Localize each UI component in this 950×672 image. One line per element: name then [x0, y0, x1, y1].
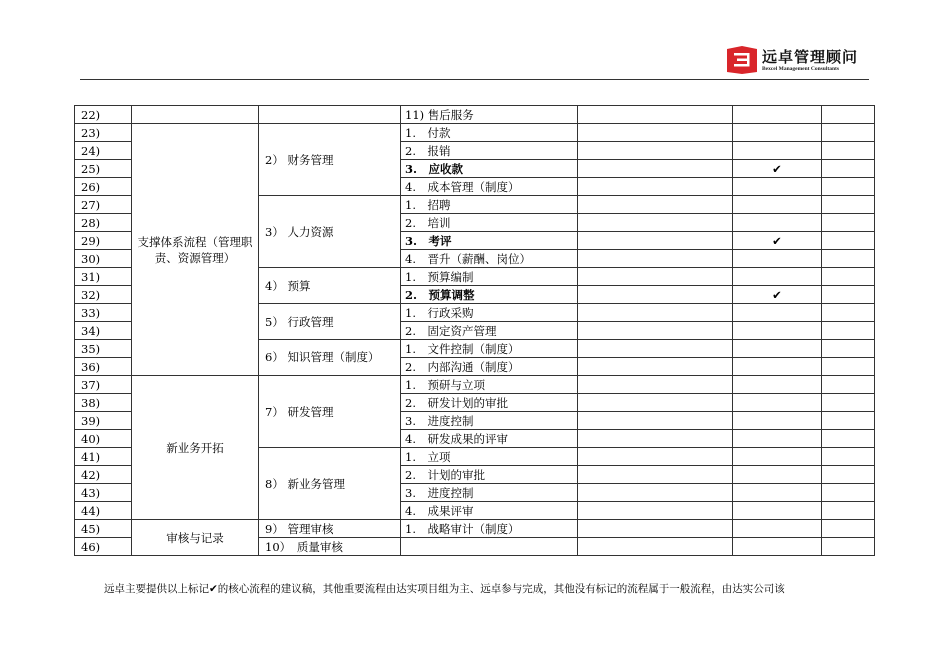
- row-number: 26): [75, 178, 132, 196]
- core-check-icon: [733, 250, 822, 268]
- core-check-icon: [733, 430, 822, 448]
- empty-cell: [578, 286, 733, 304]
- table-row: [75, 106, 875, 124]
- core-check-icon: [733, 394, 822, 412]
- process-item: 4. 研发成果的评审: [401, 430, 578, 448]
- note-mark-icon: [822, 178, 875, 196]
- subprocess-cell: 6） 知识管理（制度）: [259, 340, 401, 376]
- process-item: 1. 预算编制: [401, 268, 578, 286]
- empty-cell: [578, 358, 733, 376]
- note-mark-icon: [822, 268, 875, 286]
- empty-cell: [578, 232, 733, 250]
- empty-cell: [578, 376, 733, 394]
- empty-cell: [578, 214, 733, 232]
- empty-cell: [578, 178, 733, 196]
- core-check-icon: [733, 196, 822, 214]
- process-item: 4. 成果评审: [401, 502, 578, 520]
- subprocess-cell: 7） 研发管理: [259, 376, 401, 448]
- empty-cell: [578, 448, 733, 466]
- subprocess-cell: 4） 预算: [259, 268, 401, 304]
- row-number: 37): [75, 376, 132, 394]
- logo-mark-icon: [727, 46, 757, 74]
- note-mark-icon: [822, 466, 875, 484]
- core-check-icon: ✔: [733, 232, 822, 250]
- subprocess-cell: [259, 106, 401, 124]
- table-row: [75, 520, 875, 538]
- row-number: 31): [75, 268, 132, 286]
- note-mark-icon: [822, 340, 875, 358]
- row-number: 43): [75, 484, 132, 502]
- process-item: 2. 计划的审批: [401, 466, 578, 484]
- category-cell: 审核与记录: [132, 520, 259, 556]
- note-mark-icon: [822, 412, 875, 430]
- note-mark-icon: [822, 286, 875, 304]
- core-check-icon: [733, 106, 822, 124]
- empty-cell: [578, 520, 733, 538]
- footer-note: 远卓主要提供以上标记✔的核心流程的建议稿，其他重要流程由达实项目组为主、远卓参与完成，其他没有标记的流程属于一般流程，由达实公司该: [104, 583, 785, 595]
- process-item: 2. 培训: [401, 214, 578, 232]
- empty-cell: [578, 430, 733, 448]
- row-number: 33): [75, 304, 132, 322]
- row-number: 25): [75, 160, 132, 178]
- row-number: 23): [75, 124, 132, 142]
- process-item: 1. 战略审计（制度）: [401, 520, 578, 538]
- row-number: 46): [75, 538, 132, 556]
- empty-cell: [578, 268, 733, 286]
- core-check-icon: [733, 340, 822, 358]
- logo-subtitle: Bexcel Management Consultants: [762, 66, 839, 72]
- process-item: 4. 成本管理（制度）: [401, 178, 578, 196]
- note-mark-icon: [822, 376, 875, 394]
- note-mark-icon: [822, 232, 875, 250]
- process-item: 11) 售后服务: [401, 106, 578, 124]
- core-check-icon: [733, 466, 822, 484]
- empty-cell: [578, 394, 733, 412]
- process-item: 2. 报销: [401, 142, 578, 160]
- empty-cell: [578, 484, 733, 502]
- core-check-icon: [733, 358, 822, 376]
- empty-cell: [578, 412, 733, 430]
- note-mark-icon: [822, 394, 875, 412]
- empty-cell: [578, 304, 733, 322]
- subprocess-cell: 5） 行政管理: [259, 304, 401, 340]
- empty-cell: [578, 340, 733, 358]
- process-item: 3. 应收款: [401, 160, 578, 178]
- note-mark-icon: [822, 196, 875, 214]
- note-mark-icon: [822, 250, 875, 268]
- row-number: 27): [75, 196, 132, 214]
- empty-cell: [578, 160, 733, 178]
- note-mark-icon: [822, 106, 875, 124]
- note-mark-icon: [822, 448, 875, 466]
- note-mark-icon: [822, 214, 875, 232]
- subprocess-cell: 10） 质量审核: [259, 538, 401, 556]
- empty-cell: [578, 322, 733, 340]
- header-divider: [80, 79, 869, 80]
- category-cell: 新业务开拓: [132, 376, 259, 520]
- process-item: 3. 考评: [401, 232, 578, 250]
- core-check-icon: [733, 412, 822, 430]
- process-item: 2. 预算调整: [401, 286, 578, 304]
- core-check-icon: [733, 214, 822, 232]
- subprocess-cell: 9） 管理审核: [259, 520, 401, 538]
- row-number: 29): [75, 232, 132, 250]
- row-number: 24): [75, 142, 132, 160]
- row-number: 28): [75, 214, 132, 232]
- row-number: 30): [75, 250, 132, 268]
- process-item: 2. 研发计划的审批: [401, 394, 578, 412]
- table-row: [75, 376, 875, 394]
- note-mark-icon: [822, 430, 875, 448]
- row-number: 22): [75, 106, 132, 124]
- core-check-icon: [733, 502, 822, 520]
- empty-cell: [578, 466, 733, 484]
- core-check-icon: [733, 484, 822, 502]
- row-number: 34): [75, 322, 132, 340]
- note-mark-icon: [822, 142, 875, 160]
- process-item: 1. 预研与立项: [401, 376, 578, 394]
- core-check-icon: [733, 322, 822, 340]
- table-row: [75, 124, 875, 142]
- process-item: 1. 文件控制（制度）: [401, 340, 578, 358]
- subprocess-cell: 2） 财务管理: [259, 124, 401, 196]
- note-mark-icon: [822, 520, 875, 538]
- row-number: 44): [75, 502, 132, 520]
- note-mark-icon: [822, 322, 875, 340]
- note-mark-icon: [822, 538, 875, 556]
- row-number: 41): [75, 448, 132, 466]
- process-item: 2. 内部沟通（制度）: [401, 358, 578, 376]
- process-table: [74, 105, 875, 556]
- empty-cell: [578, 106, 733, 124]
- empty-cell: [578, 124, 733, 142]
- core-check-icon: [733, 448, 822, 466]
- core-check-icon: [733, 304, 822, 322]
- note-mark-icon: [822, 124, 875, 142]
- subprocess-cell: 3） 人力资源: [259, 196, 401, 268]
- core-check-icon: ✔: [733, 160, 822, 178]
- process-item: 4. 晋升（薪酬、岗位）: [401, 250, 578, 268]
- subprocess-cell: 8） 新业务管理: [259, 448, 401, 520]
- category-cell: [132, 106, 259, 124]
- process-item: 1. 行政采购: [401, 304, 578, 322]
- core-check-icon: [733, 178, 822, 196]
- core-check-icon: [733, 520, 822, 538]
- row-number: 38): [75, 394, 132, 412]
- note-mark-icon: [822, 358, 875, 376]
- note-mark-icon: [822, 304, 875, 322]
- core-check-icon: [733, 124, 822, 142]
- empty-cell: [578, 142, 733, 160]
- empty-cell: [578, 502, 733, 520]
- note-mark-icon: [822, 160, 875, 178]
- row-number: 40): [75, 430, 132, 448]
- note-mark-icon: [822, 502, 875, 520]
- row-number: 45): [75, 520, 132, 538]
- empty-cell: [578, 196, 733, 214]
- empty-cell: [578, 250, 733, 268]
- core-check-icon: ✔: [733, 286, 822, 304]
- core-check-icon: [733, 376, 822, 394]
- row-number: 39): [75, 412, 132, 430]
- process-item: [401, 538, 578, 556]
- row-number: 36): [75, 358, 132, 376]
- process-item: 1. 招聘: [401, 196, 578, 214]
- row-number: 42): [75, 466, 132, 484]
- process-item: 2. 固定资产管理: [401, 322, 578, 340]
- empty-cell: [578, 538, 733, 556]
- process-item: 3. 进度控制: [401, 412, 578, 430]
- category-cell: 支撑体系流程（管理职责、资源管理）: [132, 124, 259, 376]
- row-number: 32): [75, 286, 132, 304]
- logo-name: 远卓管理顾问: [762, 48, 859, 66]
- note-mark-icon: [822, 484, 875, 502]
- process-item: 1. 付款: [401, 124, 578, 142]
- core-check-icon: [733, 538, 822, 556]
- process-item: 3. 进度控制: [401, 484, 578, 502]
- process-item: 1. 立项: [401, 448, 578, 466]
- row-number: 35): [75, 340, 132, 358]
- core-check-icon: [733, 142, 822, 160]
- core-check-icon: [733, 268, 822, 286]
